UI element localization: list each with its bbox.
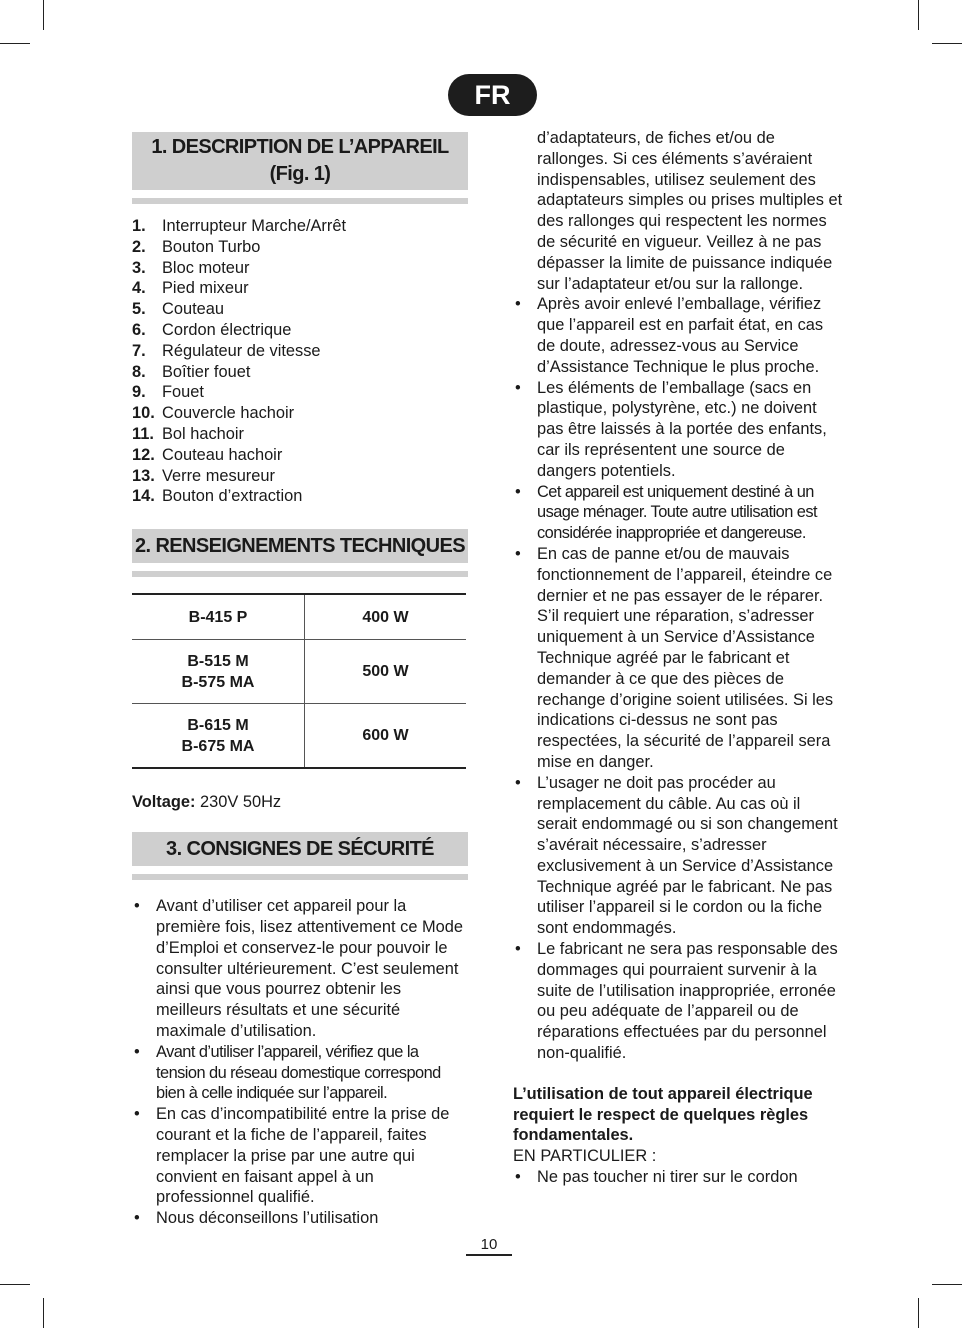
part-number: 11. (132, 424, 154, 443)
section-1-heading (132, 132, 468, 190)
part-label: Boîtier fouet (162, 362, 251, 381)
right-column (513, 128, 843, 1188)
voltage-value: 230V 50Hz (195, 793, 282, 812)
part-item (132, 237, 468, 258)
power-cell: 600 W (305, 704, 467, 769)
model-cell: B-615 M B-675 MA (132, 704, 305, 769)
part-item (132, 424, 468, 445)
list-item: • Avant d’utiliser cet appareil pour la première fois, lisez attentivement ce Mode d’Emploi et conservez-le pour pouvoir le consulter ultérieurement. C’est seulement ainsi que vous pourrez obtenir les meilleurs résultats et une sécurité maximale d’utilisation. (132, 896, 468, 1042)
crop-mark (918, 1298, 919, 1328)
part-number: 8. (132, 362, 146, 381)
part-item (132, 341, 468, 362)
part-label: Régulateur de vitesse (162, 341, 321, 360)
voltage-line (132, 793, 468, 812)
part-number: 5. (132, 300, 146, 319)
table-row (132, 594, 466, 640)
list-item: • Cet appareil est uniquement destiné à un usage ménager. Toute autre utilisation est considérée inappropriée et dangereuse. (513, 482, 843, 544)
crop-mark (43, 1298, 44, 1328)
part-label: Bloc moteur (162, 258, 250, 277)
parts-list (132, 216, 468, 507)
part-label: Cordon électrique (162, 320, 292, 339)
spec-table (132, 593, 466, 769)
part-item (132, 466, 468, 487)
list-item: • Ne pas toucher ni tirer sur le cordon (513, 1167, 843, 1188)
part-label: Couvercle hachoir (162, 404, 295, 423)
safety-list-final (513, 1167, 843, 1188)
part-number: 3. (132, 258, 146, 277)
part-number: 4. (132, 279, 146, 298)
part-item (132, 278, 468, 299)
language-badge: FR (448, 74, 537, 116)
list-item: • Le fabricant ne sera pas responsable des dommages qui pourraient survenir à la suite de l’utilisation inappropriée, erronée ou peu adéquate de l’appareil ou de réparations effectuées par du personnel non-qualifié. (513, 939, 843, 1064)
power-cell: 500 W (305, 640, 467, 704)
part-number: 12. (132, 445, 155, 464)
part-label: Interrupteur Marche/Arrêt (162, 217, 347, 235)
power-cell: 400 W (305, 594, 467, 640)
section-rule (132, 198, 468, 204)
list-item: • Nous déconseillons l’utilisation (132, 1208, 468, 1229)
section-3-heading: 3. CONSIGNES DE SÉCURITÉ (132, 832, 468, 866)
table-row (132, 704, 466, 769)
section-rule (132, 874, 468, 880)
part-item (132, 403, 468, 424)
section-2-heading: 2. RENSEIGNEMENTS TECHNIQUES (132, 529, 468, 563)
part-item (132, 362, 468, 383)
part-item (132, 299, 468, 320)
part-number: 2. (132, 237, 146, 256)
list-item: • Avant d’utiliser l’appareil, vérifiez que la tension du réseau domestique correspond bien à celle indiquée sur l’appareil. (132, 1042, 468, 1104)
crop-mark (932, 1284, 962, 1285)
list-item: • En cas de panne et/ou de mauvais fonctionnement de l’appareil, éteindre ce dernier et ne pas essayer de le réparer. S’il requiert une réparation, s’adresser uniquement à un Service d’Assistance Technique agréé par le fabricant et demander à ce que des pièces de rechange d’origine soient utilisées. Si les indications ci-dessus ne sont pas respectées, la sécurité de l’appareil sera mise en danger. (513, 544, 843, 773)
list-item: • En cas d’incompatibilité entre la prise de courant et la fiche de l’appareil, faites remplacer la prise par une autre qui convient en faisant appel à un professionnel qualifié. (132, 1104, 468, 1208)
part-label: Couteau hachoir (162, 445, 283, 464)
part-number: 6. (132, 320, 146, 339)
crop-mark (0, 1284, 30, 1285)
page-number: 10 (466, 1236, 512, 1256)
part-label: Bol hachoir (162, 424, 245, 443)
left-column (132, 132, 468, 1229)
section-1-title: 1. DESCRIPTION DE L’APPAREIL (151, 136, 449, 158)
part-item (132, 320, 468, 341)
part-number: 13. (132, 466, 155, 485)
part-number: 7. (132, 341, 146, 360)
part-number: 9. (132, 383, 146, 402)
part-number: 1. (132, 217, 146, 235)
safety-list-left (132, 896, 468, 1229)
part-label: Bouton Turbo (162, 237, 261, 256)
list-item: • L’usager ne doit pas procéder au remplacement du câble. Au cas où il serait endommagé ou si son changement s’avérait nécessaire, s’adresser exclusivement à un Service d’Assistance Technique agréé par le fabricant. Ne pas utiliser l’appareil si le cordon ou la fiche sont endommagés. (513, 773, 843, 939)
continued-paragraph: d’adaptateurs, de fiches et/ou de rallonges. Si ces éléments s’avéraient indispensables, utilisez seulement des adaptateurs simples ou prises multiples et des rallonges qui respectent les normes de sécurité en vigueur. Veillez à ne pas dépasser la limite de puissance indiquée sur l’adaptateur et/ou sur la rallonge. (537, 129, 843, 293)
part-label: Couteau (162, 300, 224, 319)
part-label: Fouet (162, 383, 204, 402)
crop-mark (918, 0, 919, 30)
voltage-label: Voltage: (132, 793, 196, 812)
crop-mark (43, 0, 44, 30)
crop-mark (0, 43, 30, 44)
rules-heading: L’utilisation de tout appareil électrique requiert le respect de quelques règles fondamentales. (513, 1084, 813, 1145)
table-row (132, 640, 466, 704)
model-cell: B-515 M B-575 MA (132, 640, 305, 704)
model-cell: B-415 P (132, 594, 305, 640)
part-label: Pied mixeur (162, 279, 249, 298)
list-item: • Les éléments de l’emballage (sacs en plastique, polystyrène, etc.) ne doivent pas être laissés à la portée des enfants, car ils représentent une source de dangers potentiels. (513, 378, 843, 482)
part-number: 14. (132, 487, 155, 506)
part-item (132, 445, 468, 466)
part-item (132, 486, 468, 507)
part-item (132, 382, 468, 403)
part-number: 10. (132, 404, 155, 423)
section-rule (132, 571, 468, 577)
particulier-label: EN PARTICULIER : (513, 1147, 657, 1166)
part-item (132, 216, 468, 237)
safety-list-right (513, 294, 843, 1063)
crop-mark (932, 43, 962, 44)
part-item (132, 258, 468, 279)
list-item: • Après avoir enlevé l’emballage, vérifiez que l’appareil est en parfait état, en cas de doute, adressez-vous au Service d’Assistance Technique le plus proche. (513, 294, 843, 377)
part-label: Verre mesureur (162, 466, 275, 485)
section-1-subtitle: (Fig. 1) (269, 163, 331, 185)
part-label: Bouton d’extraction (162, 487, 303, 506)
